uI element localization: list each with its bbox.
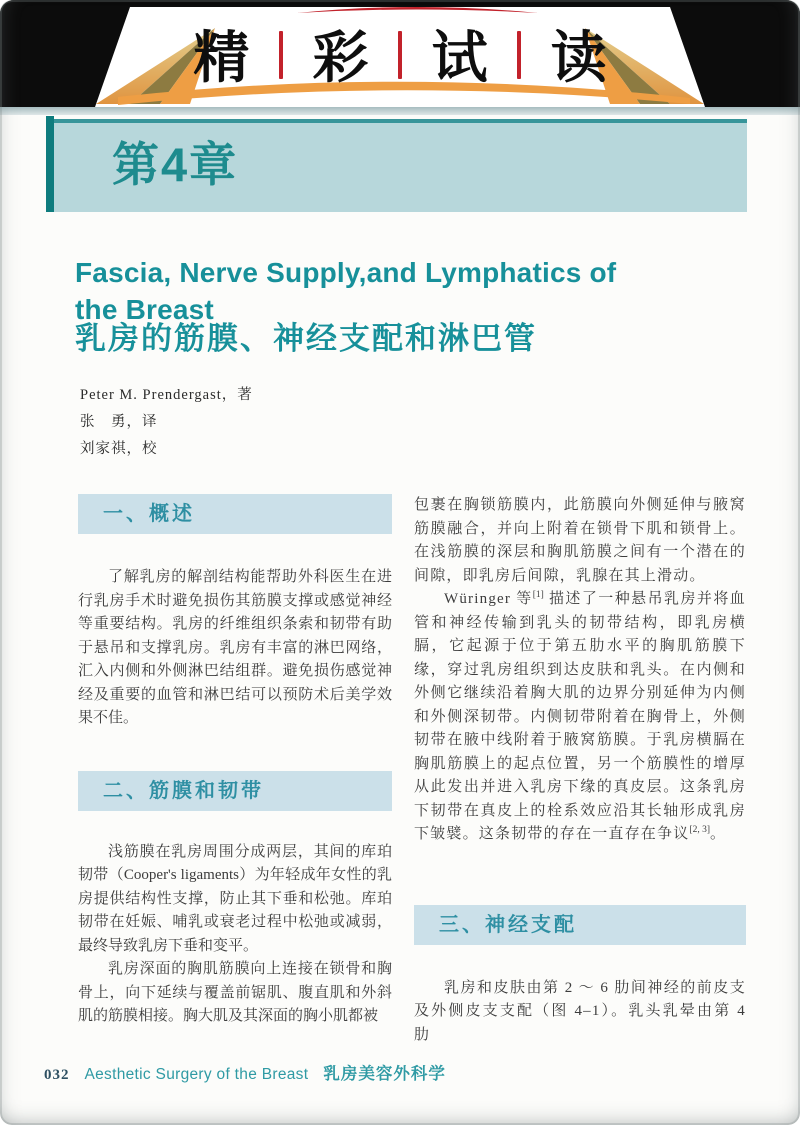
chapter-number: 第4章 [112,138,239,191]
paragraph-text: Würinger 等 [444,591,533,607]
book-title-chinese: 乳房美容外科学 [323,1065,446,1083]
page-footer [44,1060,446,1084]
chapter-title-english-line2: the Breast [75,294,214,325]
banner-char-1: 精 [193,26,250,90]
banner-char-2: 彩 [312,26,369,90]
reference-marker-2-3: [2, 3] [689,825,710,835]
banner-char-4: 读 [550,26,607,90]
paragraph-innervation: 乳房和皮肤由第 2 ～ 6 肋间神经的前皮支及外侧皮支支配（图 4–1）。乳头乳晕由第 4 肋 [414,979,746,1043]
chapter-accent-stripe [46,116,54,212]
book-title-english: Aesthetic Surgery of the Breast [84,1066,309,1083]
paragraph-text: 描述了一种悬吊乳房并将血管和神经传输到乳头的韧带结构，即乳房横膈，它起源于位于第五肋水平的胸肌筋膜下缘，穿过乳房组织到达皮肤和乳头。在内侧和外侧它继续沿着胸大肌的边界分别延伸为内侧和外侧深韧带。内侧韧带附着在胸骨上，外侧韧带在腋中线附着于腋窝筋膜。于乳房横膈在胸肌筋膜上的起点位置，另一个筋膜性的增厚从此发出并进入乳房下缘的真皮层。这条乳房下韧带在真皮上的栓系效应沿其长轴形成乳房下皱襞。这条韧带的存在一直存在争议 [414,591,746,842]
chapter-title-chinese: 乳房的筋膜、神经支配和淋巴管 [75,321,537,356]
paragraph-overview: 了解乳房的解剖结构能帮助外科医生在进行乳房手术时避免损伤其筋膜支撑或感觉神经等重要结构。乳房的纤维组织条索和韧带有助于悬吊和支撑乳房。乳房有丰富的淋巴网络，汇入内侧和外侧淋巴结组群。避免损伤感觉神经及重要的血管和淋巴结可以预防术后美学效果不佳。 [78,569,392,726]
chapter-header-bar [54,119,747,212]
author-line: Peter M. Prendergast，著 [80,387,253,403]
banner-divider [279,31,283,79]
right-column [414,494,746,1047]
banner-divider [398,31,402,79]
section-heading-fascia-ligaments: 二、筋膜和韧带 [78,771,392,811]
page-number: 032 [44,1067,70,1083]
paragraph-superficial-fascia: 浅筋膜在乳房周围分成两层，其间的库珀韧带（Cooper's ligaments）为年轻成年女性的乳房提供结构性支撑，防止其下垂和松弛。库珀韧带在妊娠、哺乳或衰老过程中松弛或减弱，最终导致乳房下垂和变平。 [78,843,392,954]
chapter-title-english [75,254,616,328]
paragraph-text: 。 [709,826,727,842]
paragraph-clavipectoral-fascia: 包裹在胸锁筋膜内，此筋膜向外侧延伸与腋窝筋膜融合，并向上附着在锁骨下肌和锁骨上。在浅筋膜的深层和胸肌筋膜之间有一个潜在的间隙，即乳房后间隙，乳腺在其上滑动。 [414,497,746,584]
banner-title [0,24,800,88]
author-block [80,382,253,463]
section-heading-nerve-supply: 三、神经支配 [414,905,746,945]
left-column [78,494,392,1029]
paragraph-pectoral-fascia: 乳房深面的胸肌筋膜向上连接在锁骨和胸骨上，向下延续与覆盖前锯肌、腹直肌和外斜肌的筋膜相接。胸大肌及其深面的胸小肌都被 [78,961,392,1024]
translator-line: 张 勇，译 [80,414,158,430]
page-top-edge-shadow [0,107,800,115]
banner-char-3: 试 [431,26,488,90]
banner-divider [517,31,521,79]
paragraph-wuringer-septum [414,588,746,847]
proofreader-line: 刘家祺，校 [80,441,158,457]
reference-marker-1: [1] [532,590,544,600]
section-heading-overview: 一、概述 [78,494,392,534]
preview-banner [0,0,800,108]
chapter-title-english-line1: Fascia, Nerve Supply,and Lymphatics of [75,257,617,288]
